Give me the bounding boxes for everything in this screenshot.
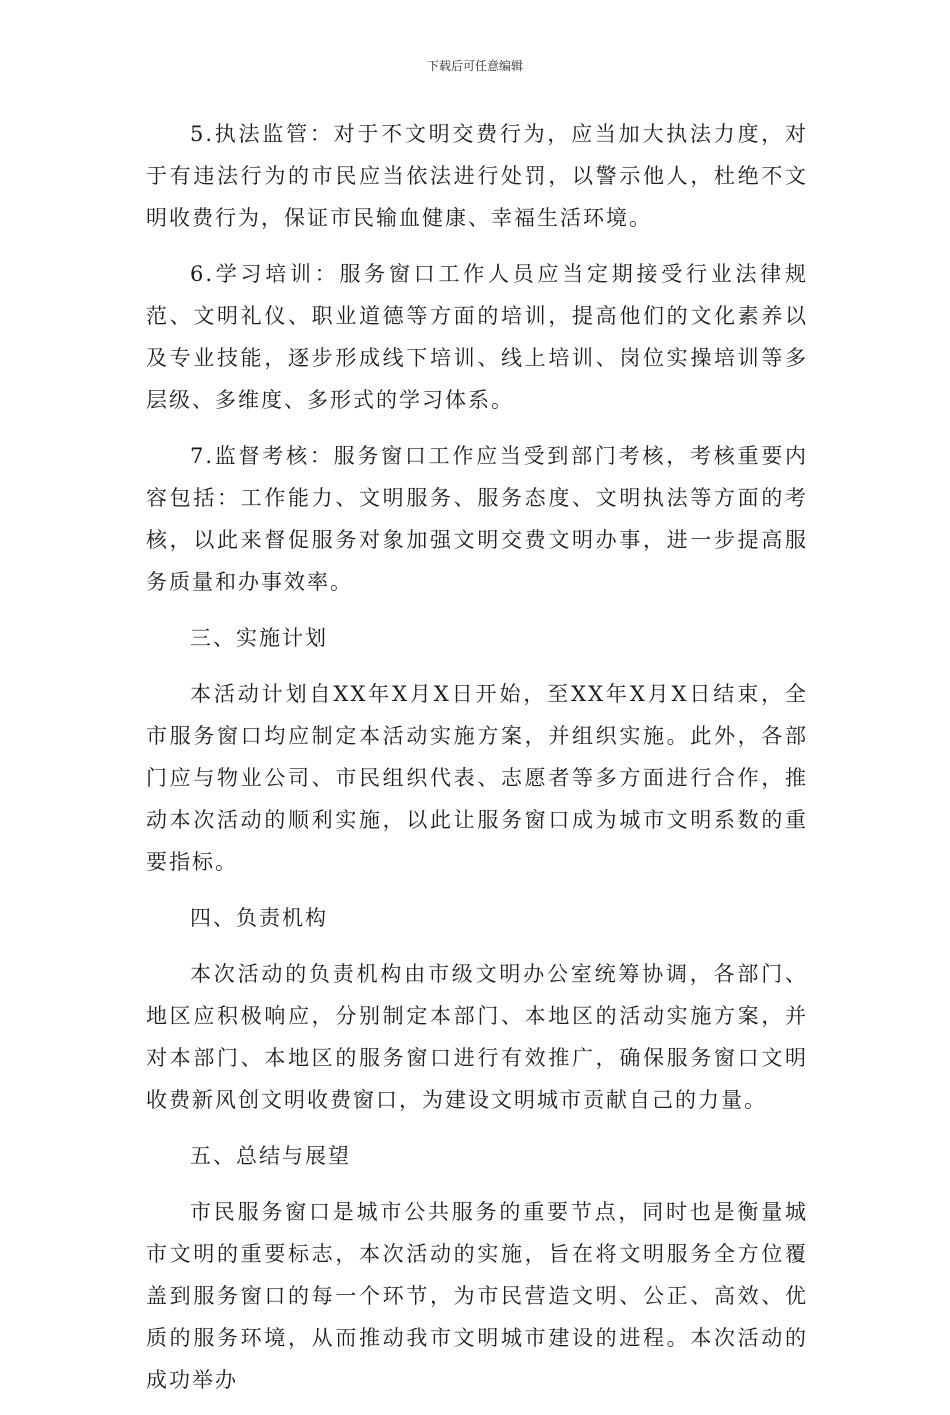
section-heading-responsible-agency: 四、负责机构	[190, 906, 328, 930]
page-header: 下载后可任意编辑	[426, 59, 523, 73]
section-heading-summary: 五、总结与展望	[190, 1144, 351, 1168]
paragraph-supervision: 7.监督考核：服务窗口工作应当受到部门考核，考核重要内容包括：工作能力、文明服务、服务态度、文明执法等方面的考核，以此来督促服务对象加强文明交费文明办事，进一步提高服务质量和办事效率。	[146, 444, 808, 594]
paragraph-summary: 市民服务窗口是城市公共服务的重要节点，同时也是衡量城市文明的重要标志，本次活动的实施，旨在将文明服务全方位覆盖到服务窗口的每一个环节，为市民营造文明、公正、高效、优质的服务环境，从而推动我市文明城市建设的进程。本次活动的成功举办	[146, 1200, 808, 1392]
section-heading-implementation-plan: 三、实施计划	[190, 626, 328, 650]
paragraph-responsible-agency: 本次活动的负责机构由市级文明办公室统筹协调，各部门、地区应积极响应，分别制定本部门、本地区的活动实施方案，并对本部门、本地区的服务窗口进行有效推广，确保服务窗口文明收费新风创文明收费窗口，为建设文明城市贡献自己的力量。	[146, 962, 808, 1112]
document-body	[146, 113, 808, 1415]
paragraph-training: 6.学习培训：服务窗口工作人员应当定期接受行业法律规范、文明礼仪、职业道德等方面的培训，提高他们的文化素养以及专业技能，逐步形成线下培训、线上培训、岗位实操培训等多层级、多维度、多形式的学习体系。	[146, 262, 808, 412]
paragraph-law-enforcement: 5.执法监管：对于不文明交费行为，应当加大执法力度，对于有违法行为的市民应当依法进行处罚，以警示他人，杜绝不文明收费行为，保证市民输血健康、幸福生活环境。	[146, 122, 808, 230]
paragraph-implementation-plan: 本活动计划自XX年X月X日开始，至XX年X月X日结束，全市服务窗口均应制定本活动实施方案，并组织实施。此外，各部门应与物业公司、市民组织代表、志愿者等多方面进行合作，推动本次活动的顺利实施，以此让服务窗口成为城市文明系数的重要指标。	[146, 682, 808, 874]
